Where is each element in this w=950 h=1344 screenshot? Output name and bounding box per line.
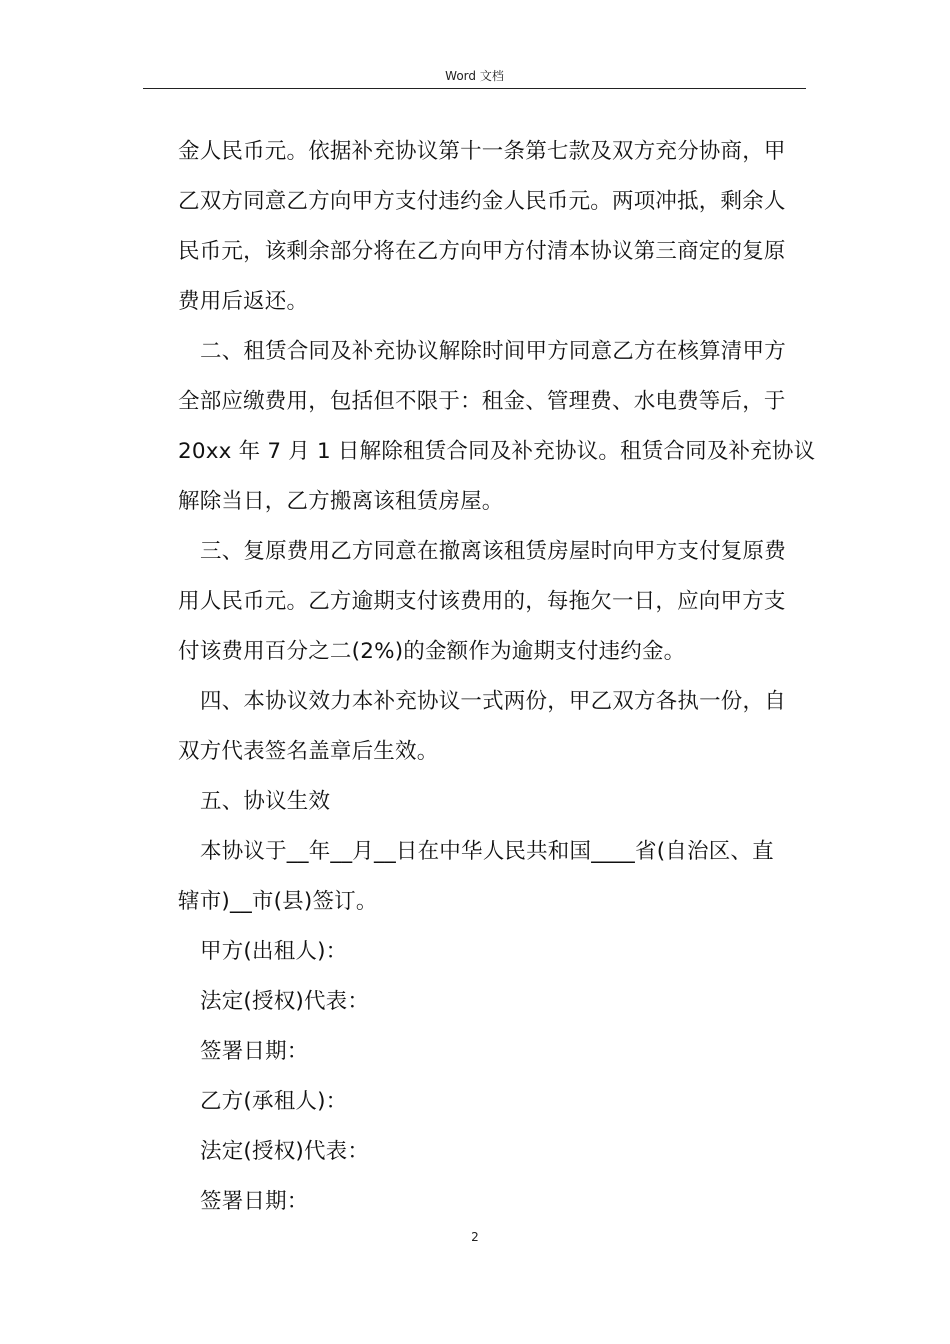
body-line: 费用后返还。 <box>178 289 309 314</box>
party-b-sign-date: 签署日期： <box>200 1189 309 1214</box>
body-line: 辖市)__市(县)签订。 <box>178 889 378 914</box>
party-a-label: 甲方(出租人)： <box>200 939 348 964</box>
body-line: 20xx 年 7 月 1 日解除租赁合同及补充协议。租赁合同及补充协议 <box>178 439 816 464</box>
body-line: 金人民币元。依据补充协议第十一条第七款及双方充分协商，甲 <box>178 139 786 164</box>
page-header <box>143 66 806 89</box>
section-heading-5: 五、协议生效 <box>200 789 331 814</box>
body-line: 乙双方同意乙方向甲方支付违约金人民币元。两项冲抵，剩余人 <box>178 189 786 214</box>
page-number: 2 <box>471 1230 479 1244</box>
body-line: 全部应缴费用，包括但不限于：租金、管理费、水电费等后，于 <box>178 389 786 414</box>
party-a-representative: 法定(授权)代表： <box>200 989 370 1014</box>
section-heading-4: 四、本协议效力本补充协议一式两份，甲乙双方各执一份，自 <box>200 689 786 714</box>
party-a-sign-date: 签署日期： <box>200 1039 309 1064</box>
body-line: 解除当日，乙方搬离该租赁房屋。 <box>178 489 504 514</box>
section-heading-2: 二、租赁合同及补充协议解除时间甲方同意乙方在核算清甲方 <box>200 339 786 364</box>
section-heading-3: 三、复原费用乙方同意在撤离该租赁房屋时向甲方支付复原费 <box>200 539 786 564</box>
party-b-representative: 法定(授权)代表： <box>200 1139 370 1164</box>
document-body <box>178 127 816 1227</box>
party-b-label: 乙方(承租人)： <box>200 1089 348 1114</box>
body-line: 付该费用百分之二(2%)的金额作为逾期支付违约金。 <box>178 639 686 664</box>
header-title: Word 文档 <box>445 69 504 83</box>
body-line: 本协议于__年__月__日在中华人民共和国____省(自治区、直 <box>200 839 774 864</box>
body-line: 用人民币元。乙方逾期支付该费用的，每拖欠一日，应向甲方支 <box>178 589 786 614</box>
body-line: 民币元，该剩余部分将在乙方向甲方付清本协议第三商定的复原 <box>178 239 786 264</box>
body-line: 双方代表签名盖章后生效。 <box>178 739 439 764</box>
